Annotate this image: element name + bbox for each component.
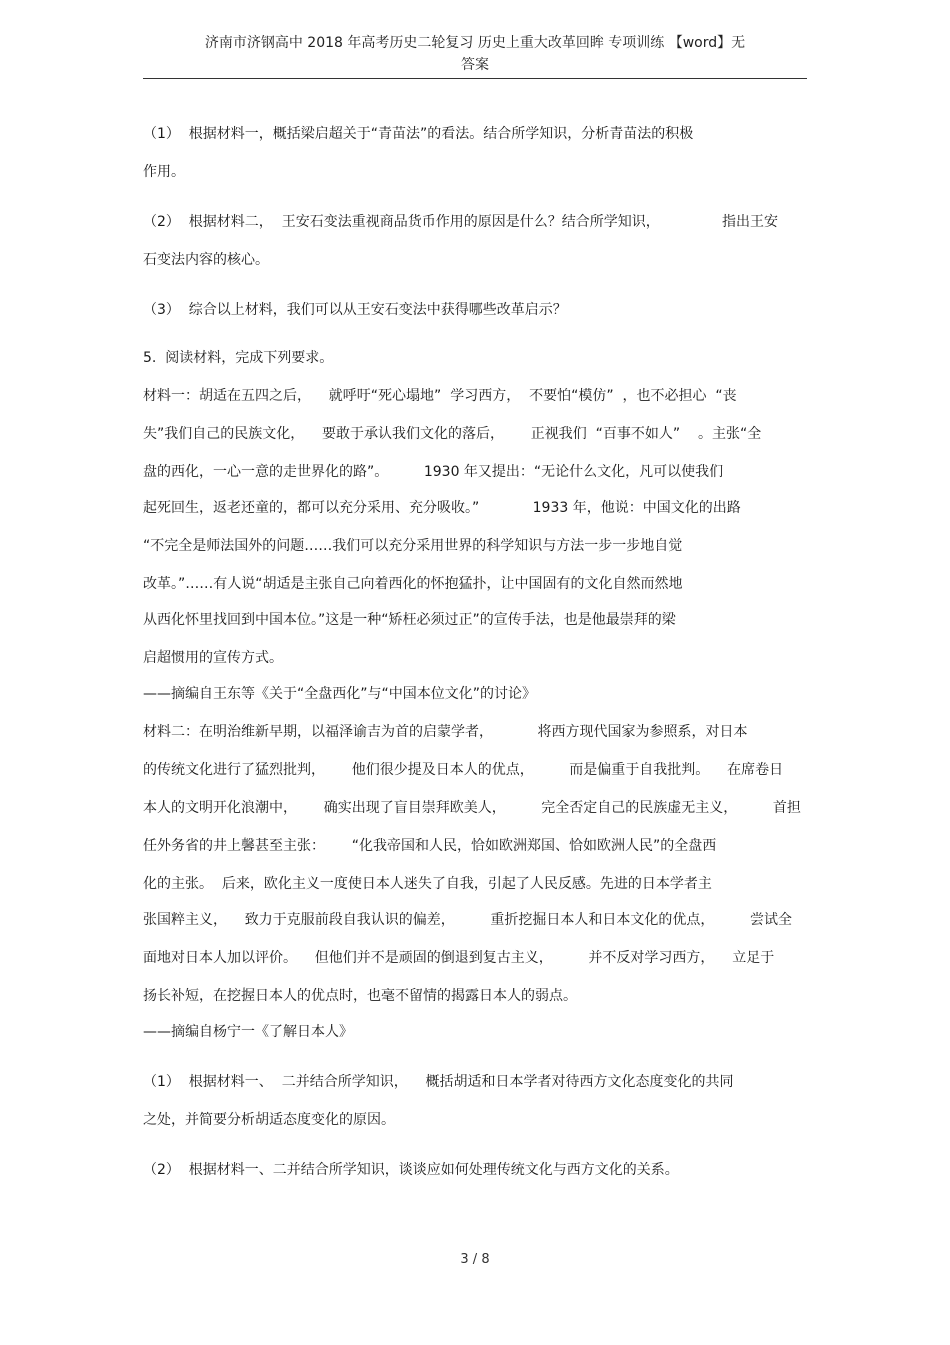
question-heading: 5. 阅读材料，完成下列要求。 xyxy=(143,350,334,366)
page-number: 3 / 8 xyxy=(460,1252,490,1267)
source-citation: ——摘编自杨宁一《了解日本人》 xyxy=(143,1024,353,1040)
text-line: 面地对日本人加以评价。 但他们并不是顽固的倒退到复古主义， 并不反对学习西方， 立足于 xyxy=(143,950,775,966)
text-line: “不完全是师法国外的问题……我们可以充分采用世界的科学知识与方法一步一步地自觉 xyxy=(143,538,683,554)
page-header xyxy=(143,32,807,76)
text-line: 作用。 xyxy=(143,164,185,180)
text-line: 本人的文明开化浪潮中， 确实出现了盲目崇拜欧美人， 完全否定自己的民族虚无主义， 首担 xyxy=(143,800,801,816)
page-footer xyxy=(0,1250,950,1270)
header-title-line-1: 济南市济钢高中 2018 年高考历史二轮复习 历史上重大改革回眸 专项训练 【word】无 xyxy=(204,35,746,51)
text-line: 石变法内容的核心。 xyxy=(143,252,269,268)
text-line: 材料一：胡适在五四之后， 就呼吁“死心塌地” 学习西方， 不要怕“模仿” ，也不必担心 “丧 xyxy=(143,388,737,404)
text-line: （3） 综合以上材料，我们可以从王安石变法中获得哪些改革启示？ xyxy=(143,302,567,318)
text-line: 材料二：在明治维新早期，以福泽谕吉为首的启蒙学者， 将西方现代国家为参照系，对日本 xyxy=(143,724,748,740)
text-line: 之处，并简要分析胡适态度变化的原因。 xyxy=(143,1112,395,1128)
header-title-line-2: 答案 xyxy=(461,57,489,73)
source-citation: ——摘编自王东等《关于“全盘西化”与“中国本位文化”的讨论》 xyxy=(143,686,537,702)
text-line: （2） 根据材料二， 王安石变法重视商品货币作用的原因是什么？结合所学知识， 指出王安 xyxy=(143,214,779,230)
header-divider xyxy=(143,78,807,79)
text-line: 改革。”……有人说“胡适是主张自己向着西化的怀抱猛扑，让中国固有的文化自然而然地 xyxy=(143,576,683,592)
text-line: （1） 根据材料一，概括梁启超关于“青苗法”的看法。结合所学知识，分析青苗法的积极 xyxy=(143,126,694,142)
text-line: （2） 根据材料一、二并结合所学知识，谈谈应如何处理传统文化与西方文化的关系。 xyxy=(143,1162,679,1178)
text-line: 起死回生，返老还童的，都可以充分采用、充分吸收。” 1933 年，他说：中国文化的出路 xyxy=(143,500,741,516)
text-line: 失”我们自己的民族文化， 要敢于承认我们文化的落后， 正视我们 “百事不如人” 。主张“全 xyxy=(143,426,762,442)
text-line: 扬长补短，在挖握日本人的优点时，也毫不留情的揭露日本人的弱点。 xyxy=(143,988,577,1004)
text-line: 盘的西化，一心一意的走世界化的路”。 1930 年又提出：“无论什么文化，凡可以使我们 xyxy=(143,464,724,480)
text-line: 启超惯用的宣传方式。 xyxy=(143,650,283,666)
text-line: 化的主张。 后来，欧化主义一度使日本人迷失了自我，引起了人民反感。先进的日本学者主 xyxy=(143,876,712,892)
text-line: 任外务省的井上馨甚至主张： “化我帝国和人民，恰如欧洲郑国、恰如欧洲人民”的全盘西 xyxy=(143,838,717,854)
text-line: （1） 根据材料一、 二并结合所学知识， 概括胡适和日本学者对待西方文化态度变化的共同 xyxy=(143,1074,734,1090)
text-line: 从西化怀里找回到中国本位。”这是一种“矫枉必须过正”的宣传手法，也是他最崇拜的梁 xyxy=(143,612,676,628)
text-line: 的传统文化进行了猛烈批判， 他们很少提及日本人的优点， 而是偏重于自我批判。 在席卷日 xyxy=(143,762,784,778)
text-line: 张国粹主义， 致力于克服前段自我认识的偏差， 重折挖掘日本人和日本文化的优点， 尝试全 xyxy=(143,912,793,928)
